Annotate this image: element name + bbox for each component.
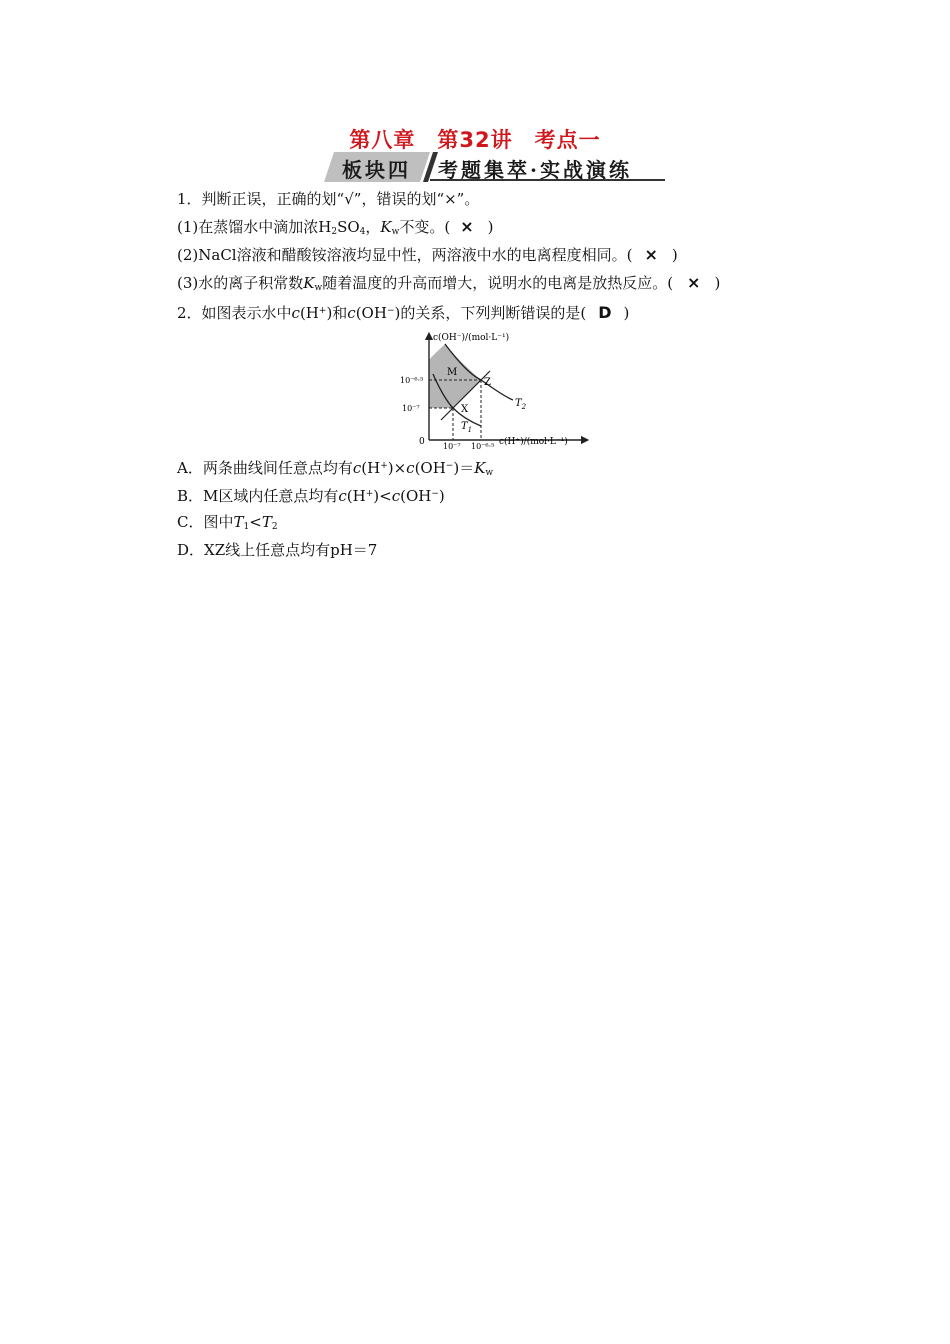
q1-item-3: (3)水的离子积常数$K_w$随着温度的升高而增大，说明水的电离是放热反应。( × ) bbox=[177, 273, 721, 293]
q2-stem: 2．如图表示水中c(H+)和c(OH−)的关系，下列判断错误的是( D ) bbox=[177, 303, 630, 322]
option-c: C．图中$T_1<T_2$ bbox=[177, 513, 278, 532]
option-b: B．M区域内任意点均有c(H+)<c(OH−) bbox=[177, 487, 445, 505]
region-label-m: M bbox=[447, 367, 458, 378]
x-axis-label: c(H⁺)/(mol·L⁻¹) bbox=[499, 437, 568, 447]
answer-mark: × bbox=[687, 273, 701, 292]
banner-right-text: 考题集萃·实战演练 bbox=[438, 158, 632, 182]
q1-item-1: (1)在蒸馏水中滴加浓$H_2SO_4$，$K_w$不变。( × ) bbox=[177, 217, 494, 237]
q1-stem: 1．判断正误，正确的划“√”，错误的划“×”。 bbox=[177, 190, 480, 208]
point-label-x: X bbox=[461, 404, 469, 415]
point-label-z: Z bbox=[484, 377, 491, 388]
y-tick-2: 10⁻⁷ bbox=[402, 404, 420, 413]
kw-graph bbox=[395, 330, 595, 450]
x-tick-1: 10⁻⁷ bbox=[443, 442, 461, 450]
option-d: D．XZ线上任意点均有pH＝7 bbox=[177, 541, 378, 559]
page-title: 第八章 第32讲 考点一 bbox=[349, 128, 601, 152]
option-a: A．两条曲线间任意点均有$c(H^+)\times c(OH^-)=K_w$ bbox=[177, 459, 494, 478]
x-tick-2: 10⁻⁶·⁵ bbox=[471, 442, 495, 450]
section-banner bbox=[320, 150, 670, 184]
q1-item-2: (2)NaCl溶液和醋酸铵溶液均显中性，两溶液中水的电离程度相同。( × ) bbox=[177, 245, 678, 264]
y-tick-1: 10⁻⁶·⁵ bbox=[400, 376, 424, 385]
y-axis-label: c(OH⁻)/(mol·L⁻¹) bbox=[433, 333, 510, 343]
answer-mark: D bbox=[598, 303, 612, 322]
curve-label-t2: $T_2$ bbox=[515, 398, 527, 411]
answer-mark: × bbox=[644, 245, 658, 264]
origin-label: 0 bbox=[419, 437, 425, 447]
answer-mark: × bbox=[460, 217, 474, 236]
kw-graph-svg bbox=[395, 330, 595, 450]
curve-label-t1: $T_1$ bbox=[461, 421, 473, 434]
banner-left-text: 板块四 bbox=[342, 158, 411, 182]
